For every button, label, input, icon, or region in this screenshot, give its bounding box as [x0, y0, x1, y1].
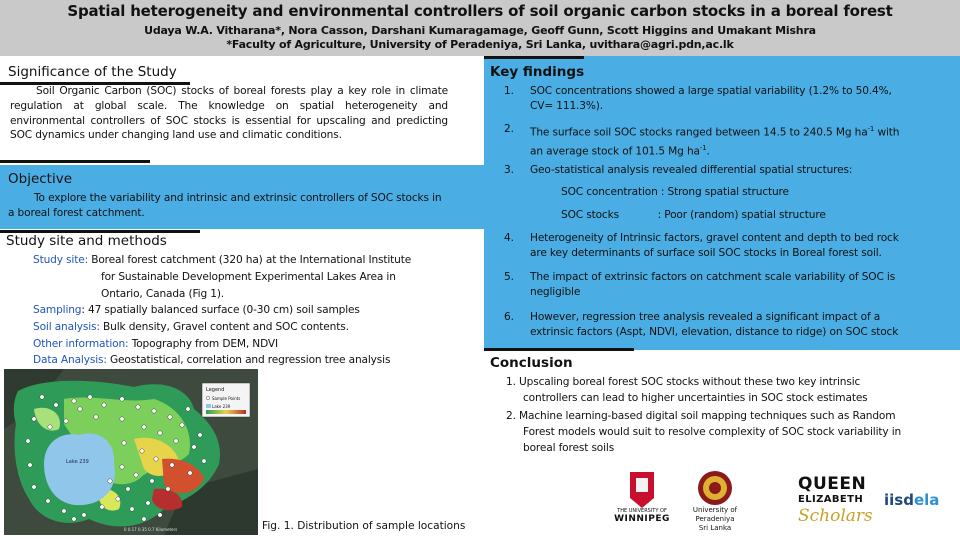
- finding-line: CV= 111.3%).: [530, 100, 603, 112]
- data-analysis-label: Data Analysis:: [33, 354, 107, 366]
- legend-item-lake: Lake 239: [212, 404, 231, 409]
- conclusion-point-1-line2: controllers can lead to higher uncertainties in SOC stock estimates: [523, 392, 868, 404]
- key-findings-heading-underline: [484, 56, 584, 59]
- method-data-analysis: [33, 353, 390, 368]
- other-info-text: Topography from DEM, NDVI: [131, 338, 278, 350]
- figure-caption: Fig. 1. Distribution of sample locations: [262, 520, 466, 532]
- conclusion-point-2-line1: 2. Machine learning-based digital soil mapping techniques such as Random: [506, 410, 896, 422]
- objective-panel: [0, 165, 484, 229]
- finding-line: an average stock of 101.5 Mg $ha^{-1}$.: [530, 143, 710, 158]
- queen-elizabeth-scholars-logo: QUEEN ELIZABETH Scholars: [798, 474, 873, 526]
- poster-header: [0, 0, 960, 56]
- scale-bar-label: 0 0.17 0.35 0.7 Kilometers: [124, 527, 178, 532]
- finding-line: SOC concentrations showed a large spatial variability (1.2% to 50.4%,: [530, 85, 892, 97]
- methods-heading: Study site and methods: [6, 233, 167, 249]
- finding-number: 4.: [504, 232, 514, 244]
- key-findings-heading: Key findings: [490, 64, 585, 80]
- finding-line: negligible: [530, 286, 581, 298]
- study-site-line1: Boreal forest catchment (320 ha) at the International Institute: [91, 254, 412, 266]
- soil-analysis-label: Soil analysis:: [33, 321, 100, 333]
- legend-item-points: Sample Points: [212, 396, 241, 401]
- methods-heading-underline: [0, 230, 200, 233]
- finding-subitem-soc-concentration: SOC concentration : Strong spatial structure: [561, 186, 789, 198]
- study-site-line2: for Sustainable Development Experimental Lakes Area in: [101, 271, 396, 283]
- map-graphic: [4, 369, 258, 535]
- objective-text: To explore the variability and intrinsic and extrinsic controllers of SOC stocks in a boreal forest catchment.: [8, 192, 442, 219]
- conclusion-point-2-line3: boreal forest soils: [523, 442, 615, 454]
- data-analysis-text: Geostatistical, correlation and regression tree analysis: [110, 354, 391, 366]
- method-study-site: [33, 253, 473, 268]
- affiliation: *Faculty of Agriculture, University of Peradeniya, Sri Lanka, uvithara@agri.pdn,ac.lk: [226, 38, 734, 51]
- other-info-label: Other information:: [33, 338, 129, 350]
- conclusion-heading-underline: [484, 348, 634, 351]
- significance-text: Soil Organic Carbon (SOC) stocks of boreal forests play a key role in climate regulation at global scale. The knowledge on spatial heterogeneity and environmental controllers of SOC stocks is essential for upscaling and predicting SOC dynamics under changing land use and climatic conditions.: [10, 85, 448, 142]
- conclusion-point-1-line1: 1. Upscaling boreal forest SOC stocks without these two key intrinsic: [506, 376, 861, 388]
- conclusion-heading: Conclusion: [490, 355, 573, 371]
- soil-analysis-text: Bulk density, Gravel content and SOC contents.: [103, 321, 349, 333]
- finding-number: 2.: [504, 123, 514, 135]
- lake-label: Lake 239: [66, 459, 89, 465]
- method-other-info: [33, 337, 278, 352]
- significance-heading: Significance of the Study: [8, 64, 177, 80]
- finding-number: 1.: [504, 85, 514, 97]
- finding-subitem-soc-stocks: SOC stocks : Poor (random) spatial structure: [561, 209, 826, 221]
- study-site-label: Study site:: [33, 254, 89, 266]
- finding-number: 5.: [504, 271, 514, 283]
- finding-line: However, regression tree analysis revealed a significant impact of a: [530, 311, 881, 323]
- finding-line: Geo-statistical analysis revealed differential spatial structures:: [530, 164, 853, 176]
- study-site-line3: Ontario, Canada (Fig 1).: [101, 288, 225, 300]
- objective-heading: Objective: [8, 171, 73, 187]
- author-list: Udaya W.A. Vitharana*, Nora Casson, Darshani Kumaragamage, Geoff Gunn, Scott Higgins and Umakant Mishra: [144, 24, 816, 37]
- sampling-text: : 47 spatially balanced surface (0-30 cm) soil samples: [81, 304, 360, 316]
- sample-location-map: [4, 369, 258, 535]
- objective-heading-underline: [0, 160, 150, 163]
- finding-number: 6.: [504, 311, 514, 323]
- finding-line: The impact of extrinsic factors on catchment scale variability of SOC is: [530, 271, 896, 283]
- method-soil-analysis: [33, 320, 349, 335]
- iisd-ela-logo: iisdela: [884, 491, 940, 509]
- university-of-peradeniya-logo: University of Peradeniya Sri Lanka: [676, 470, 754, 530]
- method-sampling: [33, 303, 360, 318]
- finding-line: extrinsic factors (Aspt, NDVI, elevation, distance to ridge) on SOC stock: [530, 326, 899, 338]
- finding-line: are key determinants of surface soil SOC stocks in Boreal forest soil.: [530, 247, 882, 259]
- poster-title: Spatial heterogeneity and environmental controllers of soil organic carbon stocks in a boreal forest: [67, 2, 893, 20]
- conclusion-point-2-line2: Forest models would suit to resolve complexity of SOC stock variability in: [523, 426, 902, 438]
- sampling-label: Sampling: [33, 304, 82, 316]
- university-of-winnipeg-logo: THE UNIVERSITY OF WINNIPEG: [610, 470, 674, 530]
- finding-number: 3.: [504, 164, 514, 176]
- legend-title: Legend: [206, 387, 225, 393]
- finding-line: Heterogeneity of Intrinsic factors, gravel content and depth to bed rock: [530, 232, 899, 244]
- finding-line: The surface soil SOC stocks ranged between 14.5 to 240.5 Mg $ha^{-1}$ with: [530, 125, 900, 139]
